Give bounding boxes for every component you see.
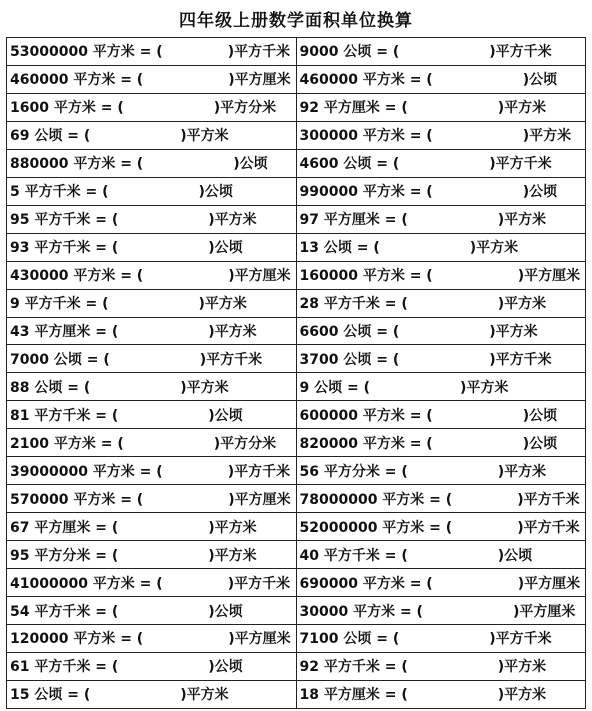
problem-cell xyxy=(297,178,586,206)
problem-cell xyxy=(297,513,586,541)
problem-unit: )公顷 xyxy=(208,407,243,424)
problem-cell xyxy=(297,625,586,653)
problem-question: 93 平方千米 = ( xyxy=(10,240,119,257)
problem-cell xyxy=(297,373,586,401)
problem-question: 3700 公顷 = ( xyxy=(299,351,400,368)
problem-question: 69 公顷 = ( xyxy=(10,128,91,145)
problem-cell xyxy=(297,681,586,708)
problem-question: 600000 平方米 = ( xyxy=(299,407,433,424)
problem-unit: )平方千米 xyxy=(489,44,552,61)
left-column xyxy=(7,38,297,708)
problem-unit: )平方千米 xyxy=(489,156,552,173)
problem-question: 1600 平方米 = ( xyxy=(10,100,124,117)
problem-question: 81 平方千米 = ( xyxy=(10,407,119,424)
problem-cell xyxy=(297,457,586,485)
problem-cell xyxy=(7,681,296,708)
problem-question: 67 平方厘米 = ( xyxy=(10,519,119,536)
problem-cell xyxy=(7,373,296,401)
problem-question: 13 公顷 = ( xyxy=(299,240,380,257)
problem-unit: )平方千米 xyxy=(227,575,291,592)
problem-unit: )平方千米 xyxy=(227,44,291,61)
problem-unit: )平方米 xyxy=(497,212,547,229)
problem-question: 820000 平方米 = ( xyxy=(299,435,433,452)
problem-unit: )平方厘米 xyxy=(512,603,576,620)
problem-question: 78000000 平方米 = ( xyxy=(299,491,453,508)
problem-cell xyxy=(7,262,296,290)
problem-unit: )公顷 xyxy=(522,407,558,424)
problem-question: 61 平方千米 = ( xyxy=(10,659,119,676)
problem-unit: )公顷 xyxy=(522,435,558,452)
problem-unit: )平方分米 xyxy=(213,435,277,452)
problem-question: 56 平方分米 = ( xyxy=(299,463,408,480)
problem-unit: )平方米 xyxy=(198,296,247,313)
problem-cell xyxy=(297,234,586,262)
problem-unit: )平方米 xyxy=(208,519,257,536)
problem-unit: )平方厘米 xyxy=(228,268,291,285)
problem-cell xyxy=(297,66,586,94)
problem-cell xyxy=(297,318,586,346)
problem-cell xyxy=(7,290,296,318)
problem-cell xyxy=(7,178,296,206)
problem-question: 460000 平方米 = ( xyxy=(299,72,433,89)
problem-unit: )平方厘米 xyxy=(517,575,581,592)
problem-cell xyxy=(7,66,296,94)
problem-cell xyxy=(297,345,586,373)
problem-question: 460000 平方米 = ( xyxy=(10,72,144,89)
problem-unit: )公顷 xyxy=(522,72,558,89)
problem-unit: )平方米 xyxy=(489,324,538,340)
problem-question: 92 平方厘米 = ( xyxy=(299,100,408,117)
problem-unit: )公顷 xyxy=(233,156,268,173)
problem-question: 95 平方千米 = ( xyxy=(10,212,119,229)
problem-unit: )平方米 xyxy=(497,463,547,480)
problem-question: 28 平方千米 = ( xyxy=(299,296,408,313)
problem-question: 92 平方千米 = ( xyxy=(299,659,408,676)
problem-question: 160000 平方米 = ( xyxy=(299,268,433,285)
problem-cell xyxy=(7,318,296,346)
problem-unit: )公顷 xyxy=(208,603,243,620)
problem-unit: )平方米 xyxy=(497,296,547,313)
problem-cell xyxy=(7,345,296,373)
problem-cell xyxy=(297,150,586,178)
problem-question: 2100 平方米 = ( xyxy=(10,435,124,452)
right-column xyxy=(297,38,586,708)
problem-cell xyxy=(297,485,586,513)
problem-cell xyxy=(297,206,586,234)
problem-question: 430000 平方米 = ( xyxy=(10,268,144,285)
worksheet-title: 四年级上册数学面积单位换算 xyxy=(179,11,413,31)
problem-question: 7000 公顷 = ( xyxy=(10,351,110,368)
problem-question: 88 公顷 = ( xyxy=(10,379,91,396)
problem-unit: )平方千米 xyxy=(489,631,552,648)
problem-question: 52000000 平方米 = ( xyxy=(299,519,453,536)
problem-question: 53000000 平方米 = ( xyxy=(10,44,163,61)
problem-cell xyxy=(7,150,296,178)
problem-question: 570000 平方米 = ( xyxy=(10,491,144,508)
problem-cell xyxy=(297,653,586,681)
problem-cell xyxy=(7,122,296,150)
problem-question: 880000 平方米 = ( xyxy=(10,156,144,173)
problem-unit: )平方米 xyxy=(180,128,229,145)
problem-question: 4600 公顷 = ( xyxy=(299,156,400,173)
problem-cell xyxy=(297,94,586,122)
problem-unit: )公顷 xyxy=(208,659,243,676)
problem-cell xyxy=(7,569,296,597)
problem-question: 690000 平方米 = ( xyxy=(299,575,433,592)
problem-cell xyxy=(7,597,296,625)
problem-cell xyxy=(7,513,296,541)
problem-unit: )平方米 xyxy=(497,687,547,704)
problem-cell xyxy=(297,569,586,597)
problem-cell xyxy=(7,625,296,653)
problem-unit: )平方千米 xyxy=(199,351,263,368)
problem-question: 9000 公顷 = ( xyxy=(299,44,400,61)
problem-unit: )平方米 xyxy=(522,128,572,145)
problem-cell xyxy=(297,429,586,457)
problem-cell xyxy=(297,290,586,318)
problem-question: 41000000 平方米 = ( xyxy=(10,575,163,592)
problem-cell xyxy=(297,597,586,625)
problem-unit: )公顷 xyxy=(522,184,558,201)
problem-question: 30000 平方米 = ( xyxy=(299,603,423,620)
problem-question: 7100 公顷 = ( xyxy=(299,631,400,648)
problem-unit: )平方米 xyxy=(208,547,257,564)
conversion-table xyxy=(6,37,586,709)
problem-cell xyxy=(7,38,296,66)
problem-unit: )平方米 xyxy=(460,379,509,396)
problem-question: 95 平方分米 = ( xyxy=(10,547,119,564)
problem-unit: )公顷 xyxy=(497,547,533,564)
problem-unit: )平方米 xyxy=(180,687,229,704)
problem-question: 5 平方千米 = ( xyxy=(10,184,109,201)
problem-unit: )平方米 xyxy=(497,659,547,676)
problem-unit: )平方千米 xyxy=(489,351,552,368)
problem-question: 15 公顷 = ( xyxy=(10,687,91,704)
problem-unit: )平方米 xyxy=(469,240,519,257)
problem-unit: )平方米 xyxy=(208,324,257,340)
problem-unit: )公顷 xyxy=(208,240,243,257)
problem-unit: )平方米 xyxy=(180,379,229,396)
problem-cell xyxy=(7,429,296,457)
problem-question: 39000000 平方米 = ( xyxy=(10,463,163,480)
problem-cell xyxy=(7,401,296,429)
problem-cell xyxy=(297,38,586,66)
problem-cell xyxy=(297,122,586,150)
problem-question: 300000 平方米 = ( xyxy=(299,128,433,145)
problem-cell xyxy=(7,541,296,569)
problem-question: 43 平方厘米 = ( xyxy=(10,324,119,340)
problem-cell xyxy=(7,94,296,122)
problem-question: 990000 平方米 = ( xyxy=(299,184,433,201)
problem-question: 9 平方千米 = ( xyxy=(10,296,109,313)
problem-question: 97 平方厘米 = ( xyxy=(299,212,408,229)
problem-question: 6600 公顷 = ( xyxy=(299,324,400,340)
problem-unit: )平方厘米 xyxy=(228,631,291,648)
problem-unit: )平方千米 xyxy=(517,519,580,536)
problem-unit: )平方米 xyxy=(497,100,547,117)
problem-unit: )平方厘米 xyxy=(228,72,291,89)
problem-unit: )平方千米 xyxy=(227,463,291,480)
problem-unit: )平方厘米 xyxy=(228,491,291,508)
problem-cell xyxy=(297,262,586,290)
problem-unit: )平方分米 xyxy=(213,100,277,117)
problem-unit: )公顷 xyxy=(198,184,233,201)
problem-question: 9 公顷 = ( xyxy=(299,379,370,396)
problem-question: 120000 平方米 = ( xyxy=(10,631,144,648)
problem-cell xyxy=(297,541,586,569)
problem-unit: )平方米 xyxy=(208,212,257,229)
problem-unit: )平方厘米 xyxy=(517,268,581,285)
problem-cell xyxy=(7,234,296,262)
problem-question: 40 平方千米 = ( xyxy=(299,547,408,564)
problem-cell xyxy=(297,401,586,429)
problem-question: 18 平方厘米 = ( xyxy=(299,687,408,704)
problem-unit: )平方千米 xyxy=(517,491,580,508)
problem-cell xyxy=(7,653,296,681)
problem-cell xyxy=(7,457,296,485)
problem-question: 54 平方千米 = ( xyxy=(10,603,119,620)
problem-cell xyxy=(7,206,296,234)
problem-cell xyxy=(7,485,296,513)
